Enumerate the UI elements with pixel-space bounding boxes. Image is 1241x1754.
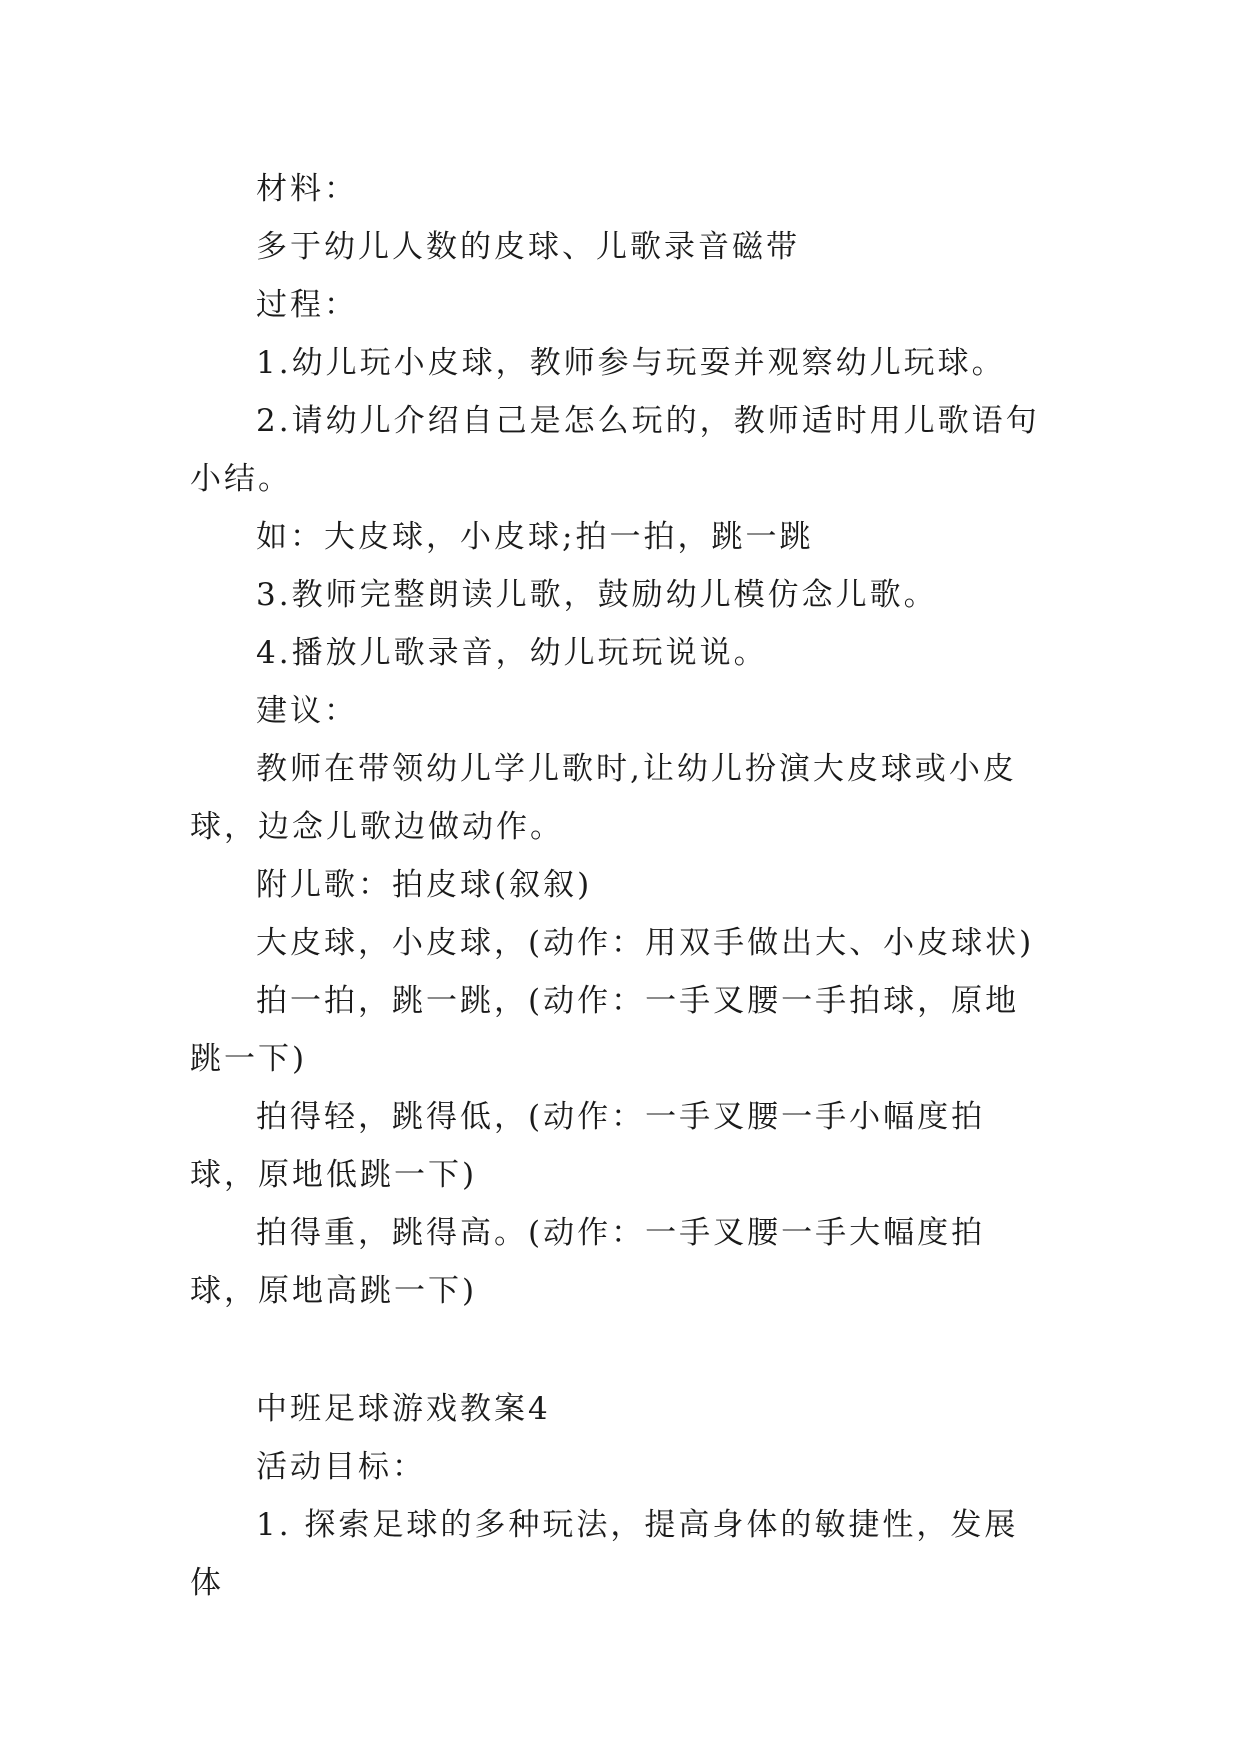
paragraph-step-1: 1.幼儿玩小皮球，教师参与玩耍并观察幼儿玩球。 <box>256 345 1006 381</box>
paragraph-materials: 多于幼儿人数的皮球、儿歌录音磁带 <box>256 229 800 265</box>
paragraph-song-title: 附儿歌：拍皮球(叙叙) <box>256 867 593 903</box>
document-body <box>190 160 1050 1612</box>
section-gap <box>190 1320 1050 1380</box>
paragraph-song-line-4: 拍得重，跳得高。(动作：一手叉腰一手大幅度拍球，原地高跳一下) <box>190 1215 986 1309</box>
paragraph-step-2: 2.请幼儿介绍自己是怎么玩的，教师适时用儿歌语句小结。 <box>190 403 1040 497</box>
paragraph-goal-1: 1. 探索足球的多种玩法，提高身体的敏捷性，发展体 <box>190 1507 1019 1601</box>
paragraph-example: 如：大皮球，小皮球;拍一拍，跳一跳 <box>256 519 814 555</box>
paragraph-process-heading: 过程： <box>256 287 358 323</box>
paragraph-song-line-2: 拍一拍，跳一跳，(动作：一手叉腰一手拍球，原地跳一下) <box>190 983 1020 1077</box>
paragraph-suggestion: 教师在带领幼儿学儿歌时,让幼儿扮演大皮球或小皮球，边念儿歌边做动作。 <box>190 751 1017 845</box>
paragraph-step-4: 4.播放儿歌录音，幼儿玩玩说说。 <box>256 635 768 671</box>
paragraph-materials-heading: 材料： <box>256 171 358 207</box>
paragraph-song-line-3: 拍得轻，跳得低，(动作：一手叉腰一手小幅度拍球，原地低跳一下) <box>190 1099 986 1193</box>
paragraph-song-line-1: 大皮球，小皮球，(动作：用双手做出大、小皮球状) <box>256 925 1035 961</box>
paragraph-suggestion-heading: 建议： <box>256 693 358 729</box>
paragraph-step-3: 3.教师完整朗读儿歌，鼓励幼儿模仿念儿歌。 <box>256 577 938 613</box>
section-title: 中班足球游戏教案4 <box>256 1391 551 1427</box>
paragraph-goals-heading: 活动目标： <box>256 1449 426 1485</box>
